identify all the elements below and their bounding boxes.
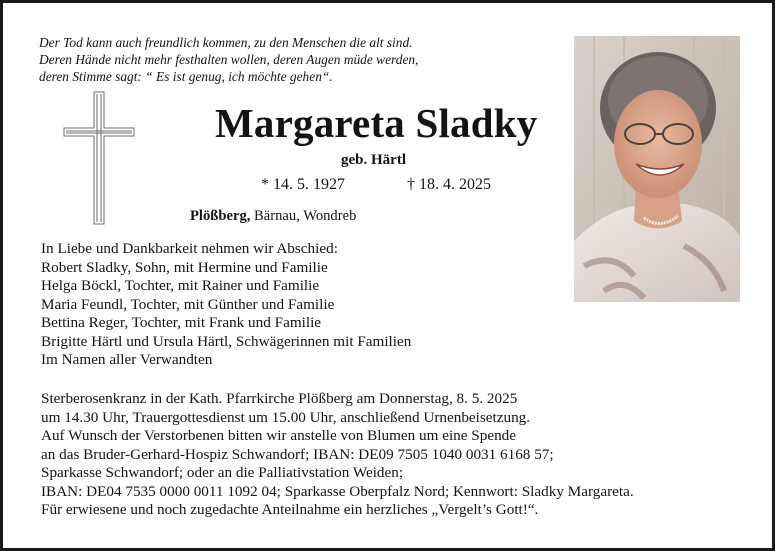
service-details — [41, 390, 634, 520]
family-line: Brigitte Härtl und Ursula Härtl, Schwägerinnen mit Familien — [41, 332, 412, 350]
family-line: Maria Feundl, Tochter, mit Günther und Familie — [41, 295, 335, 313]
family-line: Helga Böckl, Tochter, mit Rainer und Familie — [41, 277, 320, 294]
places — [190, 207, 356, 226]
family-line: Robert Sladky, Sohn, mit Hermine und Familie — [41, 258, 328, 276]
service-line: IBAN: DE04 7535 0000 0011 1092 04; Sparkasse Oberpfalz Nord; Kennwort: Sladky Margareta. — [41, 482, 634, 500]
poem-line: Der Tod kann auch freundlich kommen, zu den Menschen die alt sind. — [39, 35, 413, 50]
poem-quote — [39, 34, 559, 85]
other-places: Bärnau, Wondreb — [250, 208, 357, 224]
maiden-name: geb. Härtl — [341, 152, 406, 168]
service-line: Auf Wunsch der Verstorbenen bitten wir anstelle von Blumen um eine Spende — [41, 427, 517, 444]
poem-line: Deren Hände nicht mehr festhalten wollen, deren Augen müde werden, — [39, 52, 419, 67]
birth-date: * 14. 5. 1927 — [261, 176, 345, 193]
cross-icon — [63, 91, 135, 225]
service-line: an das Bruder-Gerhard-Hospiz Schwandorf; IBAN: DE09 7505 1040 0031 6168 57; — [41, 445, 554, 463]
family-line: In Liebe und Dankbarkeit nehmen wir Abschied: — [41, 240, 338, 257]
poem-line: deren Stimme sagt: “ Es ist genug, ich möchte gehen“. — [39, 69, 333, 84]
service-line: um 14.30 Uhr, Trauergottesdienst um 15.00 Uhr, anschließend Urnenbeisetzung. — [41, 408, 531, 426]
service-line: Sterberosenkranz in der Kath. Pfarrkirche Plößberg am Donnerstag, 8. 5. 2025 — [41, 390, 518, 407]
family-list — [41, 240, 411, 370]
main-place: Plößberg, — [190, 208, 251, 224]
death-date: † 18. 4. 2025 — [407, 176, 491, 193]
family-line: Im Namen aller Verwandten — [41, 351, 213, 368]
family-line: Bettina Reger, Tochter, mit Frank und Familie — [41, 314, 322, 331]
portrait-photo — [574, 36, 740, 302]
deceased-name: Margareta Sladky — [215, 100, 538, 146]
service-line: Für erwiesene und noch zugedachte Anteilnahme ein herzliches „Vergelt’s Gott!“. — [41, 501, 539, 518]
life-dates — [261, 175, 491, 195]
service-line: Sparkasse Schwandorf; oder an die Palliativstation Weiden; — [41, 464, 404, 481]
